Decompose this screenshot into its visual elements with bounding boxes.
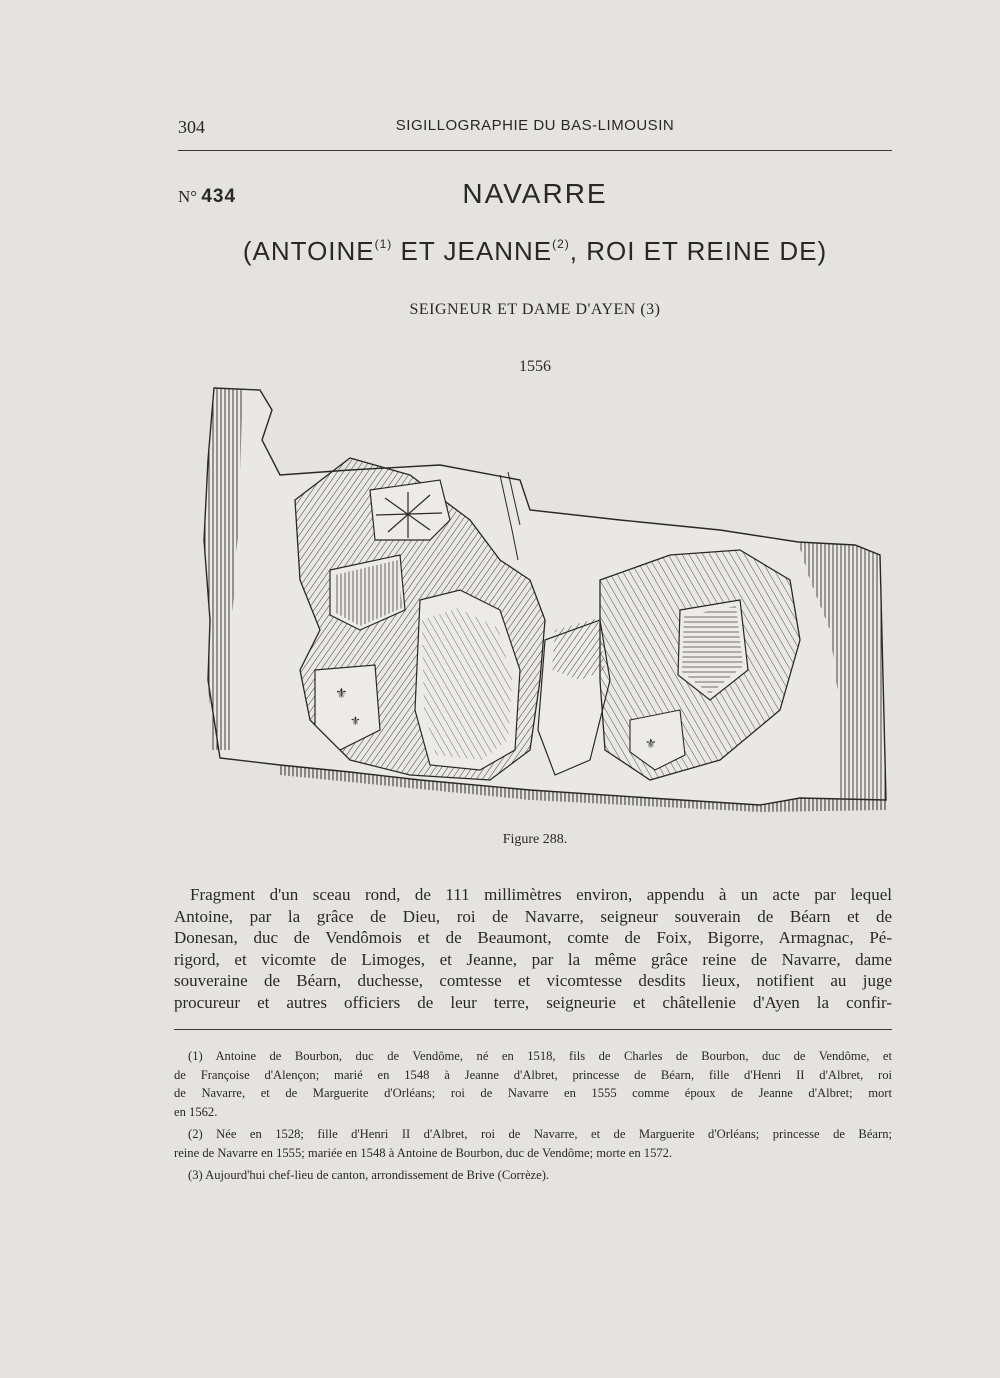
footnote-2-line: (2) Née en 1528; fille d'Henri II d'Albret, roi de Navarre, et de Marguerite d'Orléans; princesse de Béarn;	[188, 1127, 892, 1141]
body-line: Donesan, duc de Vendômois et de Beaumont, comte de Foix, Bigorre, Armagnac, Pé-	[174, 928, 892, 947]
svg-text:⚜: ⚜	[335, 686, 348, 702]
body-line: souveraine de Béarn, duchesse, comtesse et vicomtesse desdits lieux, notifient au juge	[174, 971, 892, 990]
entry-number-value: 434	[201, 186, 237, 207]
svg-text:⚜: ⚜	[645, 737, 657, 752]
subtitle-part-1: (ANTOINE	[242, 236, 375, 266]
subtitle-part-2: ET JEANNE	[400, 236, 553, 266]
entry-title: NAVARRE	[462, 178, 608, 209]
entry-year: 1556	[519, 358, 551, 375]
header-rule	[178, 150, 892, 151]
footnote-ref-2: (2)	[552, 237, 570, 251]
entry-lordship: SEIGNEUR ET DAME D'AYEN (3)	[409, 301, 661, 318]
page-header	[178, 117, 892, 139]
page-number: 304	[178, 117, 205, 137]
body-line: rigord, et vicomte de Limoges, et Jeanne, par la même grâce reine de Navarre, dame	[174, 949, 892, 969]
body-line: Fragment d'un sceau rond, de 111 millimètres environ, appendu à un acte par lequel	[190, 885, 892, 904]
footnote-1-line: (1) Antoine de Bourbon, duc de Vendôme, né en 1518, fils de Charles de Bourbon, duc de Vendôme, et	[188, 1049, 892, 1063]
entry-number-prefix: N°	[178, 187, 198, 206]
footnote-3-line: (3) Aujourd'hui chef-lieu de canton, arrondissement de Brive (Corrèze).	[188, 1168, 550, 1182]
footnote-ref-1: (1)	[374, 237, 393, 251]
body-paragraph	[174, 884, 892, 1013]
footnote-rule	[174, 1029, 892, 1030]
entry-subtitle	[178, 236, 892, 267]
footnote-2-line: reine de Navarre en 1555; mariée en 1548 à Antoine de Bourbon, duc de Vendôme; morte en 1572.	[174, 1145, 673, 1160]
body-line: procureur et autres officiers de leur terre, seigneurie et châtellenie d'Ayen la confir-	[174, 992, 892, 1012]
running-title: SIGILLOGRAPHIE DU BAS-LIMOUSIN	[395, 117, 675, 134]
seal-fragment-illustration	[200, 380, 890, 820]
footnote-1-line: de Françoise d'Alençon; marié en 1548 à Jeanne d'Albret, princesse de Béarn, fille d'Henri II d'Albret, roi	[174, 1067, 892, 1082]
footnote-1-line: en 1562.	[174, 1104, 218, 1119]
svg-text:⚜: ⚜	[350, 714, 361, 728]
footnote-1-line: de Navarre, et de Marguerite d'Orléans; roi de Navarre en 1555 comme époux de Jeanne d'Albret; mort	[174, 1086, 892, 1100]
subtitle-part-3: , ROI ET REINE DE)	[569, 236, 828, 266]
footnotes	[174, 1047, 892, 1185]
body-line: Antoine, par la grâce de Dieu, roi de Navarre, seigneur souverain de Béarn et de	[174, 906, 892, 926]
figure-caption: Figure 288.	[502, 832, 568, 847]
